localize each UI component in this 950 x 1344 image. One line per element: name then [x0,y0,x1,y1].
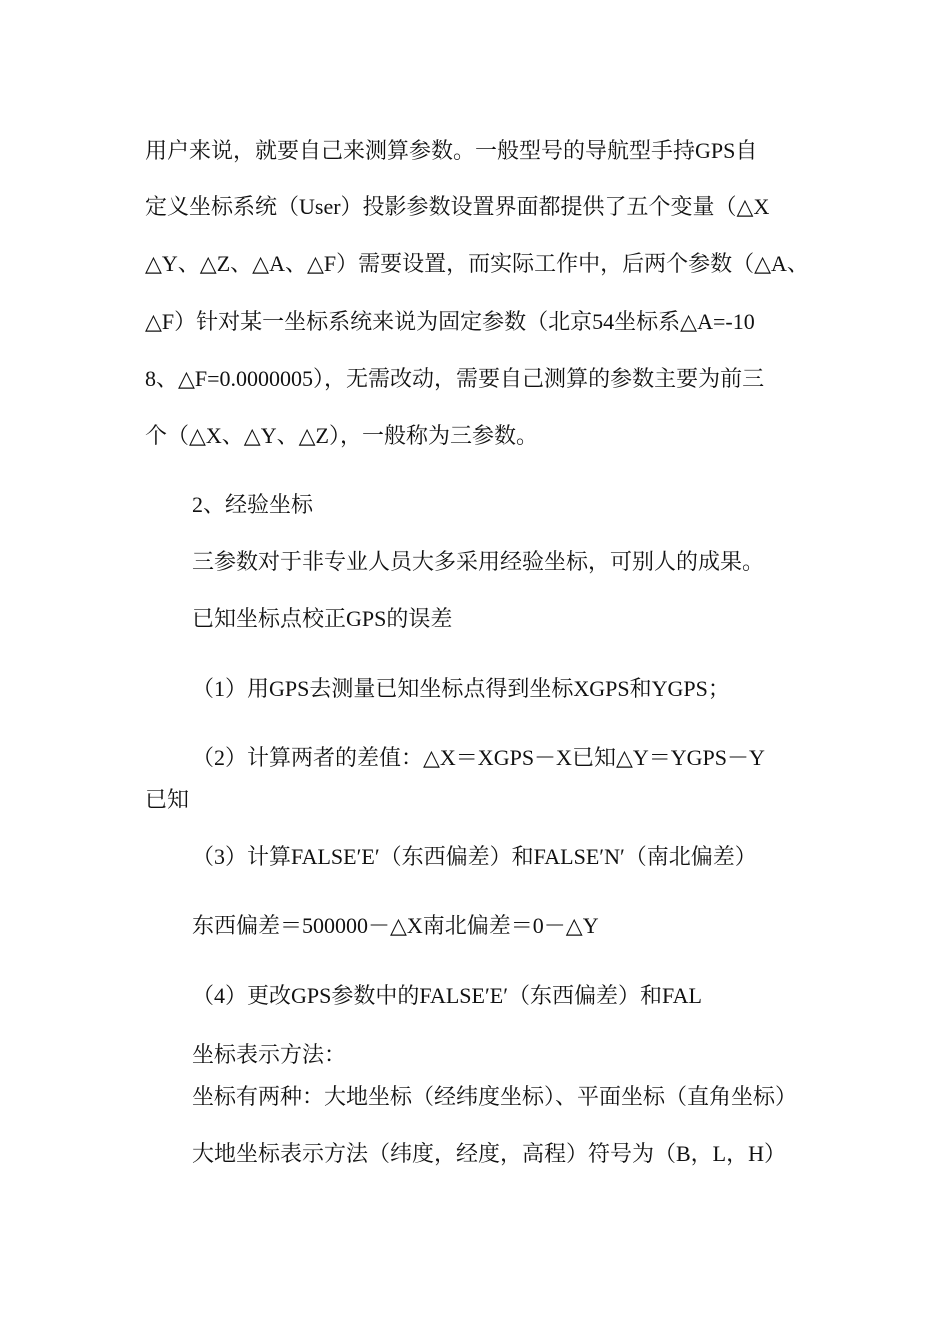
step-2: （2）计算两者的差值：△X＝XGPS－X已知△Y＝YGPS－Y [192,745,765,770]
paragraph-geodetic-notation: 大地坐标表示方法（纬度，经度，高程）符号为（B，L，H） [192,1141,787,1166]
offset-formula: 东西偏差＝500000－△X南北偏差＝0－△Y [192,913,599,938]
section-heading-experience-coordinates: 2、经验坐标 [192,492,314,517]
paragraph-line-6: 个（△X、△Y、△Z），一般称为三参数。 [145,423,538,448]
paragraph-coordinate-types: 坐标有两种：大地坐标（经纬度坐标）、平面坐标（直角坐标） [192,1084,798,1109]
heading-known-point-correction: 已知坐标点校正GPS的误差 [192,606,453,631]
paragraph-three-parameters: 三参数对于非专业人员大多采用经验坐标，可别人的成果。 [192,549,765,574]
heading-coordinate-representation: 坐标表示方法： [192,1042,347,1067]
step-1: （1）用GPS去测量已知坐标点得到坐标XGPS和YGPS； [192,676,730,701]
paragraph-line-5: 8、△F=0.0000005），无需改动，需要自己测算的参数主要为前三 [145,366,765,391]
step-2-continuation: 已知 [145,787,190,812]
paragraph-line-2: 定义坐标系统（User）投影参数设置界面都提供了五个变量（△X [145,194,770,219]
step-4: （4）更改GPS参数中的FALSE′E′（东西偏差）和FAL [192,983,702,1008]
paragraph-line-1: 用户来说，就要自己来测算参数。一般型号的导航型手持GPS自 [145,138,758,163]
paragraph-line-4: △F）针对某一坐标系统来说为固定参数（北京54坐标系△A=-10 [145,309,755,334]
paragraph-line-3: △Y、△Z、△A、△F）需要设置，而实际工作中，后两个参数（△A、 [145,251,809,276]
step-3: （3）计算FALSE′E′（东西偏差）和FALSE′N′（南北偏差） [192,844,757,869]
